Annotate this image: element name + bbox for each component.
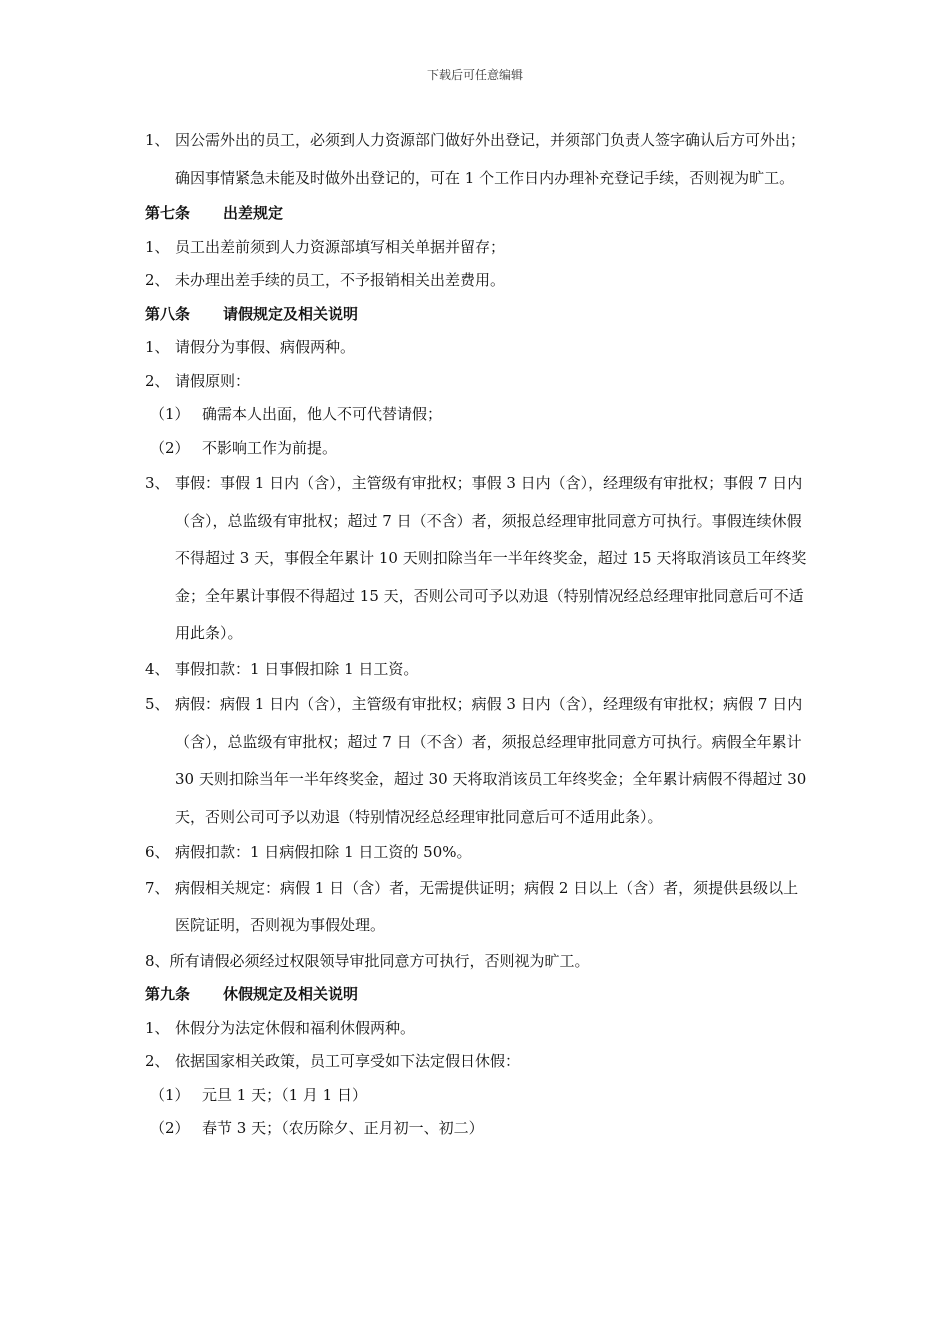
item-text: 病假：病假 1 日内（含），主管级有审批权；病假 3 日内（含），经理级有审批权；病假 7 日内（含），总监级有审批权；超过 7 日（不含）者，须报总经理审批同意方可执行。病假全年累计 30 天则扣除当年一半年终奖金，超过 30 天将取消该员工年终奖金；全年累计病假不得超过 30 天，否则公司可予以劝退（特别情况经总经理审批同意后可不适用此条）。	[175, 695, 807, 826]
sub-item-number: （2）	[150, 438, 190, 457]
article-number: 第九条	[145, 985, 191, 1003]
item-number: 1、	[145, 131, 170, 149]
item-number: 2、	[145, 371, 170, 390]
sub-item-text: 春节 3 天；（农历除夕、正月初一、初二）	[202, 1119, 484, 1137]
list-item	[145, 1012, 813, 1046]
list-item	[145, 465, 813, 653]
sub-item-number: （1）	[150, 1085, 190, 1104]
sub-item	[145, 432, 813, 466]
item-number: 7、	[145, 878, 170, 897]
sub-item-number: （2）	[150, 1119, 190, 1137]
list-item	[145, 231, 813, 265]
item-text: 病假扣款：1 日病假扣除 1 日工资的 50%。	[175, 843, 472, 861]
item-number: 4、	[145, 659, 170, 678]
article-title: 休假规定及相关说明	[223, 985, 359, 1003]
sub-item-number: （1）	[150, 405, 190, 423]
article-heading	[145, 978, 813, 1012]
list-item	[145, 122, 813, 197]
item-text: 员工出差前须到人力资源部填写相关单据并留存；	[175, 237, 506, 256]
list-item-text: 8、所有请假必须经过权限领导审批同意方可执行，否则视为旷工。	[145, 951, 590, 970]
list-item	[145, 870, 813, 945]
document-body	[145, 122, 813, 1146]
item-text: 事假扣款：1 日事假扣除 1 日工资。	[175, 659, 419, 678]
sub-item	[145, 1079, 813, 1113]
item-text: 病假相关规定：病假 1 日（含）者，无需提供证明；病假 2 日以上（含）者，须提供县级以上医院证明，否则视为事假处理。	[175, 878, 799, 934]
item-number: 1、	[145, 338, 170, 356]
item-text: 因公需外出的员工，必须到人力资源部门做好外出登记，并须部门负责人签字确认后方可外出；确因事情紧急未能及时做外出登记的，可在 1 个工作日内办理补充登记手续，否则视为旷工。	[175, 131, 806, 187]
sub-item	[145, 398, 813, 432]
list-item	[145, 365, 813, 399]
list-item	[145, 1045, 813, 1079]
item-text: 请假原则：	[175, 371, 251, 390]
item-number: 1、	[145, 1018, 170, 1037]
list-item	[145, 836, 813, 870]
item-number: 3、	[145, 474, 170, 492]
sub-item-text: 元旦 1 天；（1 月 1 日）	[202, 1085, 367, 1104]
article-heading	[145, 298, 813, 332]
sub-item-text: 确需本人出面，他人不可代替请假；	[202, 405, 443, 423]
item-text: 未办理出差手续的员工，不予报销相关出差费用。	[175, 271, 506, 289]
item-number: 5、	[145, 695, 170, 713]
item-text: 休假分为法定休假和福利休假两种。	[175, 1018, 416, 1037]
item-number: 1、	[145, 237, 170, 256]
list-item	[145, 331, 813, 365]
sub-item	[145, 1112, 813, 1146]
item-text: 依据国家相关政策，员工可享受如下法定假日休假：	[175, 1052, 521, 1070]
page-header: 下载后可任意编辑	[426, 68, 523, 82]
item-text: 事假：事假 1 日内（含），主管级有审批权；事假 3 日内（含），经理级有审批权；事假 7 日内（含），总监级有审批权；超过 7 日（不含）者，须报总经理审批同意方可执行。事假连续休假不得超过 3 天，事假全年累计 10 天则扣除当年一半年终奖金，超过 15 天将取消该员工年终奖金；全年累计事假不得超过 15 天，否则公司可予以劝退（特别情况经总经理审批同意后可不适用此条）。	[175, 474, 807, 642]
item-number: 2、	[145, 1052, 170, 1070]
article-number: 第八条	[145, 304, 191, 323]
item-text: 请假分为事假、病假两种。	[175, 338, 356, 356]
article-title: 请假规定及相关说明	[223, 304, 359, 323]
article-heading	[145, 197, 813, 231]
article-number: 第七条	[145, 204, 191, 222]
item-number: 2、	[145, 271, 170, 289]
sub-item-text: 不影响工作为前提。	[202, 438, 338, 457]
item-number: 6、	[145, 843, 170, 861]
article-title: 出差规定	[223, 204, 284, 222]
list-item	[145, 264, 813, 298]
list-item	[145, 653, 813, 687]
list-item	[145, 686, 813, 836]
